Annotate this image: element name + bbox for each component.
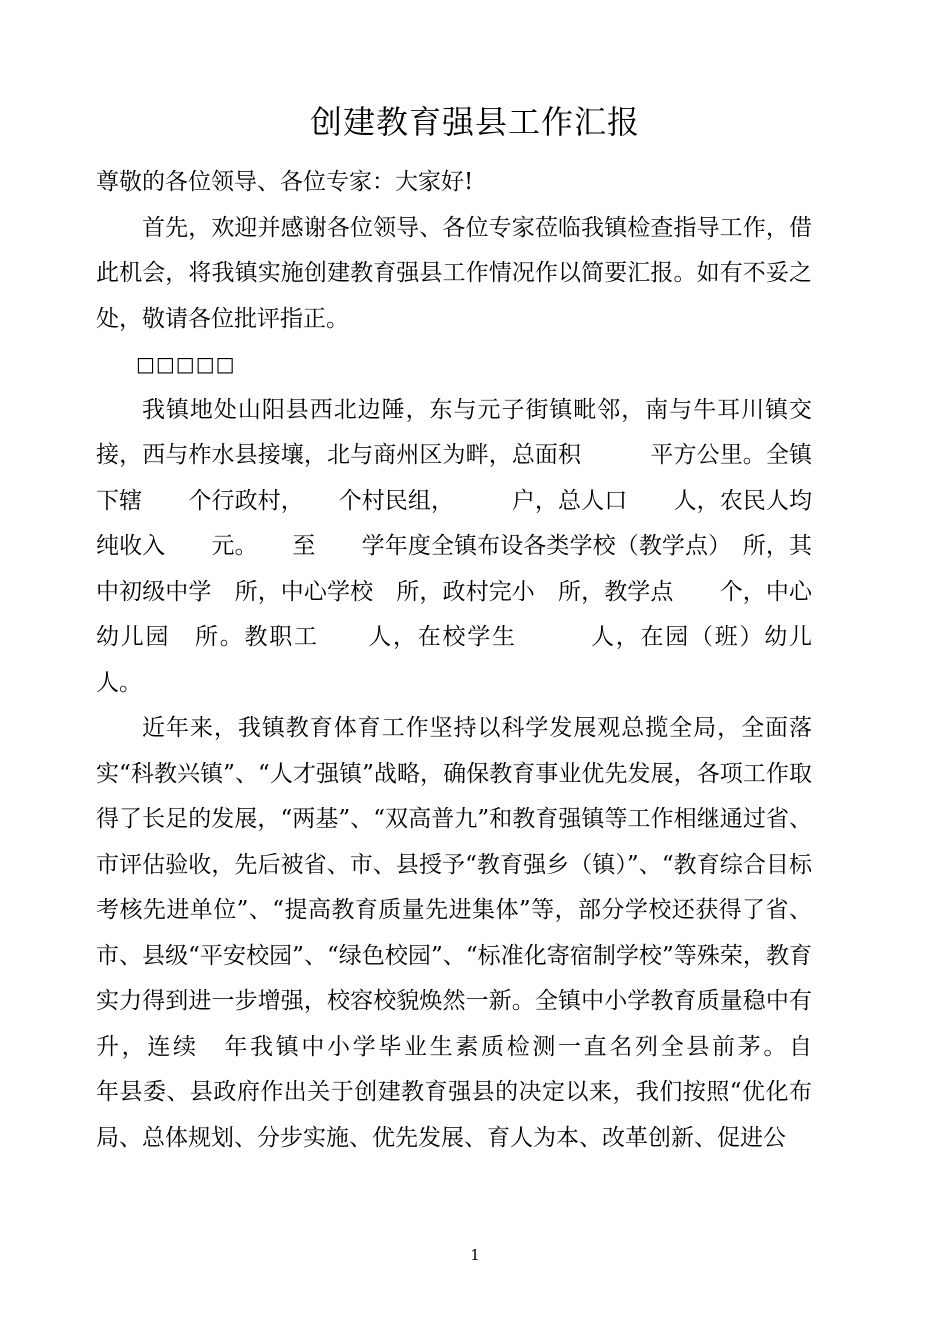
document-body — [96, 160, 881, 1161]
salutation: 尊敬的各位领导、各位专家：大家好! — [96, 169, 474, 195]
paragraph-intro: 首先，欢迎并感谢各位领导、各位专家莅临我镇检查指导工作，借此机会，将我镇实施创建教育强县工作情况作以简要汇报。如有不妥之处，敬请各位批评指正。 — [96, 214, 812, 332]
section-heading: □□□□□ — [136, 352, 236, 376]
document-title: 创建教育强县工作汇报 — [309, 103, 640, 141]
paragraph-achievements: 近年来，我镇教育体育工作坚持以科学发展观总揽全局，全面落实“科教兴镇”、“人才强镇”战略，确保教育事业优先发展，各项工作取得了长足的发展，“两基”、“双高普九”和教育强镇等工作相继通过省、市评估验收，先后被省、市、县授予“教育强乡（镇）”、“教育综合目标考核先进单位”、“提高教育质量先进集体”等，部分学校还获得了省、市、县级“平安校园”、“绿色校园”、“标准化寄宿制学校”等殊荣，教育实力得到进一步增强，校容校貌焕然一新。全镇中小学教育质量稳中有升，连续 年我镇中小学毕业生素质检测一直名列全县前茅。自 年县委、县政府作出关于创建教育强县的决定以来，我们按照“优化布局、总体规划、分步实施、优先发展、育人为本、改革创新、促进公 — [96, 715, 881, 1151]
paragraph-overview: 我镇地处山阳县西北边陲，东与元子街镇毗邻，南与牛耳川镇交接，西与柞水县接壤，北与商州区为畔，总面积 平方公里。全镇下辖 个行政村， 个村民组， 户，总人口 人，农民人均纯收入 元。 至 学年度全镇布设各类学校（教学点） 所，其中初级中学 所，中心学校 所，政村完小 所，教学点 个，中心幼儿园 所。教职工 人，在校学生 人，在园（班）幼儿 人。 — [96, 396, 858, 696]
page-number: 1 — [470, 1246, 480, 1264]
